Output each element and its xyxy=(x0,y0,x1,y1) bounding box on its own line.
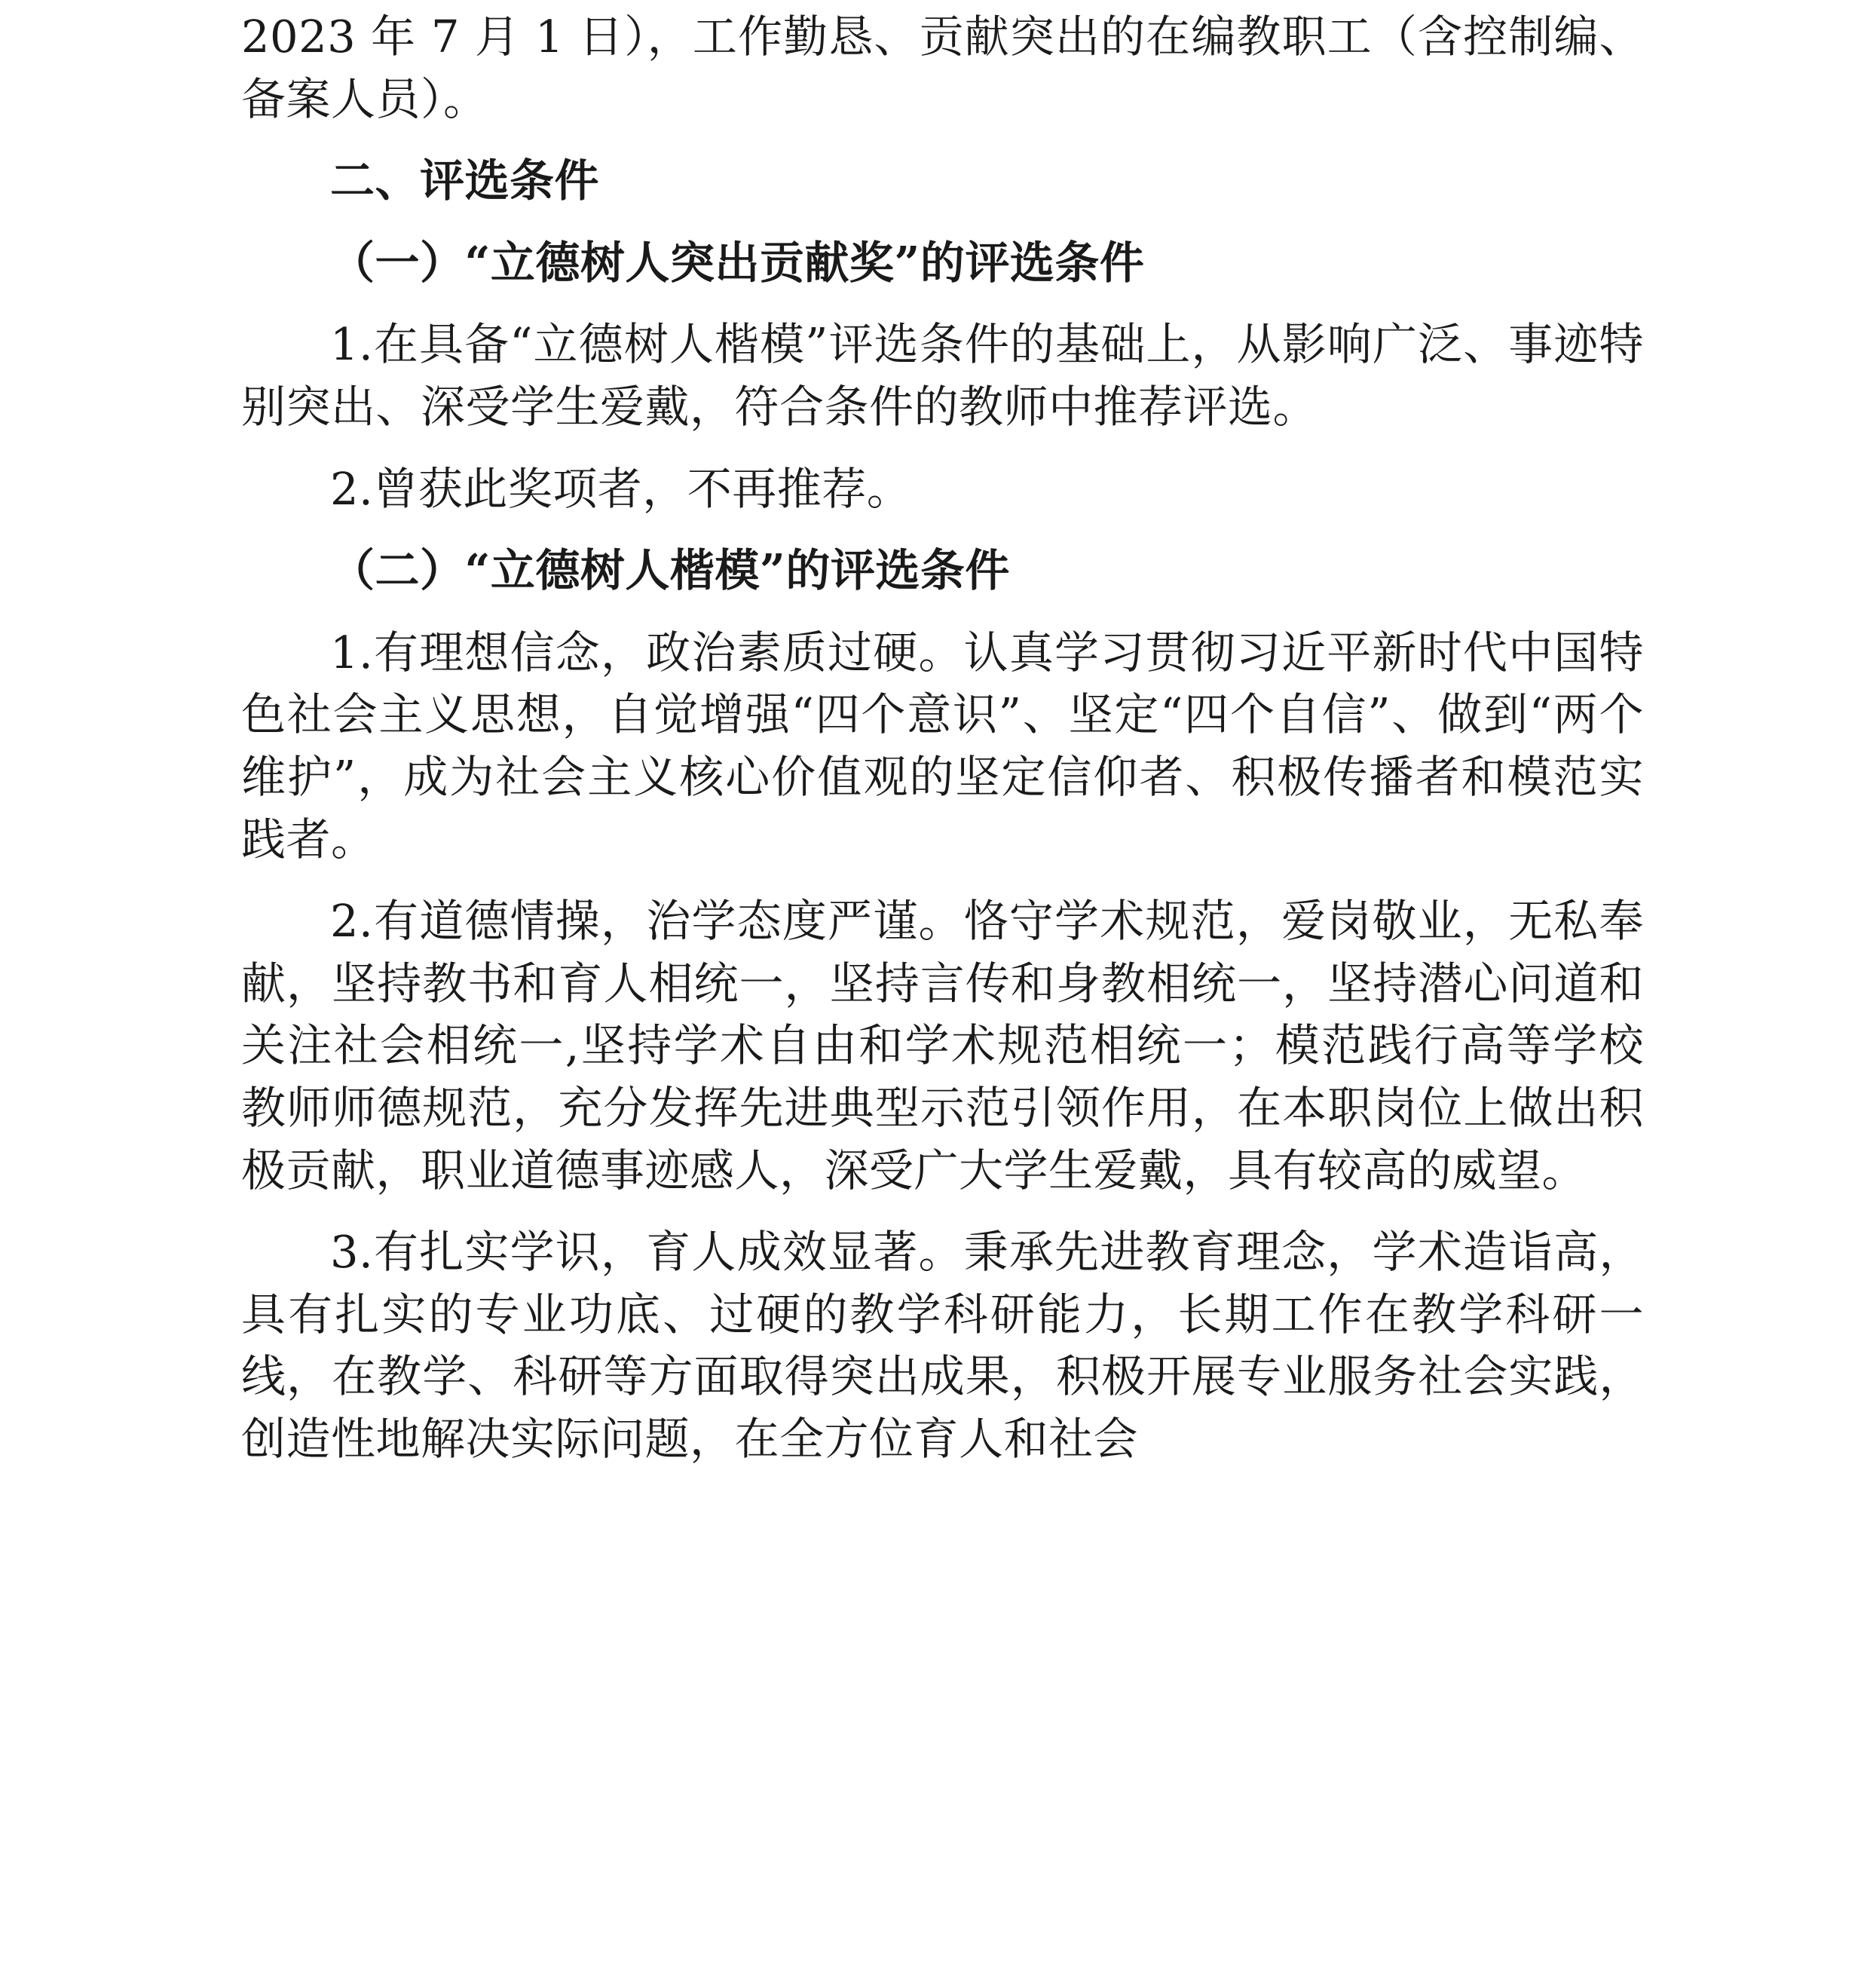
subsection-heading-role-model: （二）“立德树人楷模”的评选条件 xyxy=(330,544,1010,597)
criteria-item-2-1: 1.有理想信念，政治素质过硬。认真学习贯彻习近平新时代中国特色社会主义思想，自觉增强“四个意识”、坚定“四个自信”、做到“两个维护”，成为社会主义核心价值观的坚定信仰者、积极传播者和模范实践者。 xyxy=(241,626,1644,865)
document-body xyxy=(241,0,1644,1470)
criteria-item-2-2: 2.有道德情操，治学态度严谨。恪守学术规范，爱岗敬业，无私奉献，坚持教书和育人相统一，坚持言传和身教相统一，坚持潜心问道和关注社会相统一,坚持学术自由和学术规范相统一；模范践行高等学校教师师德规范，充分发挥先进典型示范引领作用，在本职岗位上做出积极贡献，职业道德事迹感人，深受广大学生爱戴，具有较高的威望。 xyxy=(241,895,1644,1196)
subsection-heading-outstanding-contribution-award: （一）“立德树人突出贡献奖”的评选条件 xyxy=(330,236,1145,289)
section-heading-evaluation-criteria: 二、评选条件 xyxy=(330,155,600,207)
criteria-item-1-2: 2.曾获此奖项者，不再推荐。 xyxy=(330,462,912,515)
criteria-item-2-3: 3.有扎实学识，育人成效显著。秉承先进教育理念，学术造诣高，具有扎实的专业功底、过硬的教学科研能力，长期工作在教学科研一线，在教学、科研等方面取得突出成果，积极开展专业服务社会实践，创造性地解决实际问题，在全方位育人和社会 xyxy=(241,1226,1644,1465)
paragraph-continued: 2023 年 7 月 1 日），工作勤恳、贡献突出的在编教职工（含控制编、备案人员）。 xyxy=(241,11,1644,125)
criteria-item-1-1: 1.在具备“立德树人楷模”评选条件的基础上，从影响广泛、事迹特别突出、深受学生爱戴，符合条件的教师中推荐评选。 xyxy=(241,318,1644,433)
